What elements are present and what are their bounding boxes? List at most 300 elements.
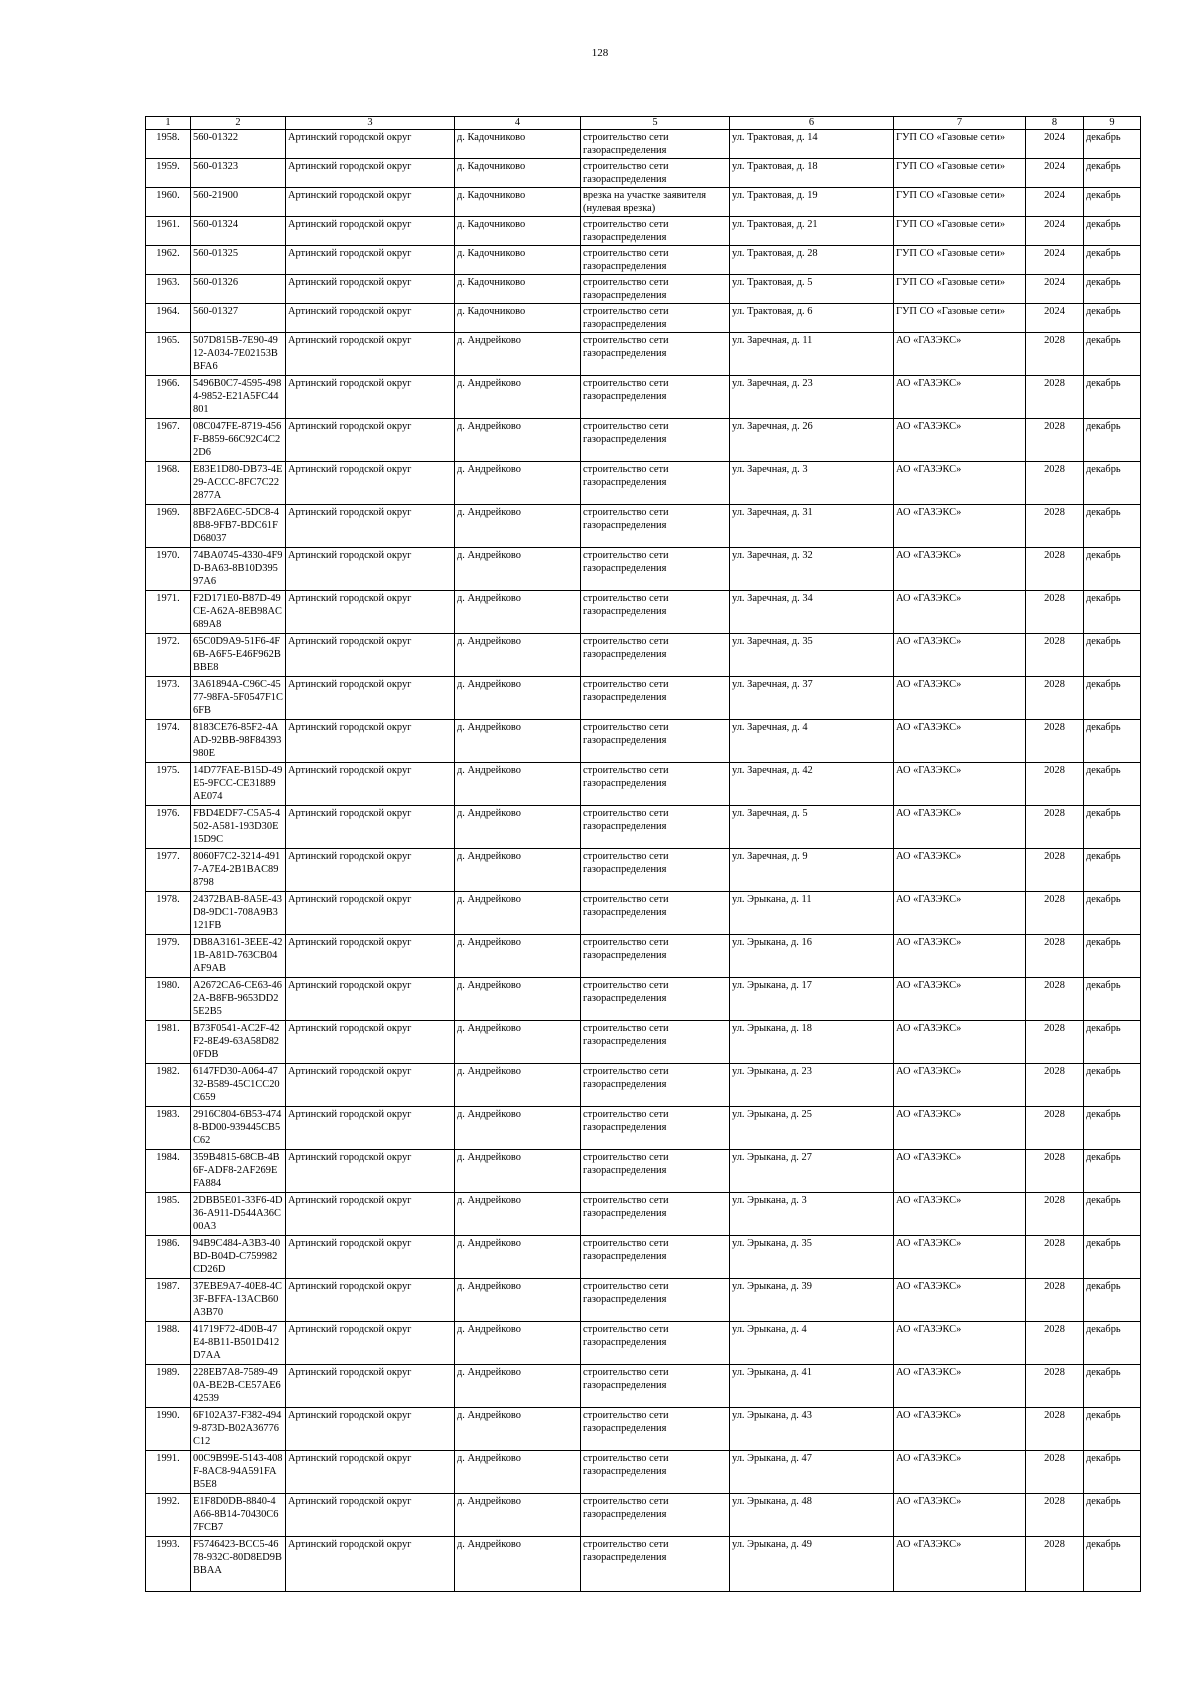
cell-month: декабрь	[1084, 1279, 1141, 1322]
cell-year: 2024	[1026, 246, 1084, 275]
cell-row-number: 1959.	[146, 159, 191, 188]
table-header	[146, 117, 1141, 130]
cell-row-number: 1987.	[146, 1279, 191, 1322]
cell-year: 2028	[1026, 419, 1084, 462]
cell-object-id: 37EBE9A7-40E8-4C3F-BFFA-13ACB60A3B70	[191, 1279, 286, 1322]
cell-row-number: 1979.	[146, 935, 191, 978]
table-row	[146, 1451, 1141, 1494]
cell-operator: АО «ГАЗЭКС»	[894, 462, 1026, 505]
column-number: 2	[191, 117, 286, 130]
column-number-row	[146, 117, 1141, 130]
cell-month: декабрь	[1084, 677, 1141, 720]
cell-address: ул. Эрыкана, д. 43	[730, 1408, 894, 1451]
cell-work-type: строительство сети газораспределения	[581, 548, 730, 591]
cell-object-id: 3A61894A-C96C-4577-98FA-5F0547F1C6FB	[191, 677, 286, 720]
cell-work-type: строительство сети газораспределения	[581, 1064, 730, 1107]
cell-year: 2028	[1026, 1494, 1084, 1537]
cell-row-number: 1969.	[146, 505, 191, 548]
table-row	[146, 1322, 1141, 1365]
cell-municipality: Артинский городской округ	[286, 849, 455, 892]
cell-work-type: строительство сети газораспределения	[581, 304, 730, 333]
cell-row-number: 1992.	[146, 1494, 191, 1537]
cell-month: декабрь	[1084, 1408, 1141, 1451]
cell-settlement: д. Андрейково	[455, 978, 581, 1021]
cell-month: декабрь	[1084, 304, 1141, 333]
cell-object-id: 41719F72-4D0B-47E4-8B11-B501D412D7AA	[191, 1322, 286, 1365]
cell-settlement: д. Андрейково	[455, 548, 581, 591]
cell-month: декабрь	[1084, 591, 1141, 634]
column-number: 7	[894, 117, 1026, 130]
cell-month: декабрь	[1084, 419, 1141, 462]
cell-operator: ГУП СО «Газовые сети»	[894, 246, 1026, 275]
table-row	[146, 849, 1141, 892]
cell-operator: АО «ГАЗЭКС»	[894, 1107, 1026, 1150]
cell-object-id: A2672CA6-CE63-462A-B8FB-9653DD25E2B5	[191, 978, 286, 1021]
cell-address: ул. Эрыкана, д. 49	[730, 1537, 894, 1592]
table-row	[146, 1107, 1141, 1150]
cell-settlement: д. Кадочниково	[455, 159, 581, 188]
cell-work-type: строительство сети газораспределения	[581, 763, 730, 806]
cell-operator: ГУП СО «Газовые сети»	[894, 217, 1026, 246]
cell-work-type: строительство сети газораспределения	[581, 1322, 730, 1365]
cell-month: декабрь	[1084, 1451, 1141, 1494]
cell-year: 2028	[1026, 935, 1084, 978]
cell-municipality: Артинский городской округ	[286, 1236, 455, 1279]
column-number: 6	[730, 117, 894, 130]
cell-municipality: Артинский городской округ	[286, 677, 455, 720]
table-row	[146, 275, 1141, 304]
cell-month: декабрь	[1084, 217, 1141, 246]
cell-work-type: строительство сети газораспределения	[581, 978, 730, 1021]
cell-object-id: 8060F7C2-3214-4917-A7E4-2B1BAC898798	[191, 849, 286, 892]
cell-row-number: 1982.	[146, 1064, 191, 1107]
cell-operator: АО «ГАЗЭКС»	[894, 634, 1026, 677]
cell-work-type: врезка на участке заявителя (нулевая врезка)	[581, 188, 730, 217]
table-row	[146, 376, 1141, 419]
cell-operator: АО «ГАЗЭКС»	[894, 849, 1026, 892]
cell-year: 2028	[1026, 462, 1084, 505]
cell-address: ул. Эрыкана, д. 17	[730, 978, 894, 1021]
cell-row-number: 1967.	[146, 419, 191, 462]
cell-year: 2024	[1026, 159, 1084, 188]
table-row	[146, 159, 1141, 188]
cell-object-id: 560-21900	[191, 188, 286, 217]
cell-municipality: Артинский городской округ	[286, 978, 455, 1021]
cell-year: 2028	[1026, 720, 1084, 763]
table-row	[146, 1021, 1141, 1064]
cell-settlement: д. Андрейково	[455, 1322, 581, 1365]
cell-settlement: д. Андрейково	[455, 591, 581, 634]
table-row	[146, 978, 1141, 1021]
table-row	[146, 1537, 1141, 1592]
cell-object-id: 24372BAB-8A5E-43D8-9DC1-708A9B3121FB	[191, 892, 286, 935]
table-row	[146, 548, 1141, 591]
cell-month: декабрь	[1084, 462, 1141, 505]
cell-address: ул. Заречная, д. 11	[730, 333, 894, 376]
cell-row-number: 1973.	[146, 677, 191, 720]
cell-address: ул. Эрыкана, д. 39	[730, 1279, 894, 1322]
cell-address: ул. Заречная, д. 37	[730, 677, 894, 720]
table-row	[146, 1494, 1141, 1537]
cell-operator: АО «ГАЗЭКС»	[894, 1451, 1026, 1494]
cell-settlement: д. Кадочниково	[455, 304, 581, 333]
column-number: 8	[1026, 117, 1084, 130]
cell-work-type: строительство сети газораспределения	[581, 892, 730, 935]
cell-settlement: д. Андрейково	[455, 1494, 581, 1537]
cell-month: декабрь	[1084, 376, 1141, 419]
cell-operator: АО «ГАЗЭКС»	[894, 806, 1026, 849]
cell-municipality: Артинский городской округ	[286, 462, 455, 505]
cell-settlement: д. Андрейково	[455, 806, 581, 849]
cell-settlement: д. Андрейково	[455, 1064, 581, 1107]
cell-operator: АО «ГАЗЭКС»	[894, 1064, 1026, 1107]
table-row	[146, 217, 1141, 246]
cell-address: ул. Трактовая, д. 21	[730, 217, 894, 246]
cell-year: 2028	[1026, 591, 1084, 634]
cell-address: ул. Трактовая, д. 5	[730, 275, 894, 304]
cell-object-id: 560-01324	[191, 217, 286, 246]
cell-year: 2028	[1026, 763, 1084, 806]
table-row	[146, 130, 1141, 159]
cell-address: ул. Заречная, д. 34	[730, 591, 894, 634]
cell-settlement: д. Андрейково	[455, 849, 581, 892]
cell-municipality: Артинский городской округ	[286, 275, 455, 304]
cell-work-type: строительство сети газораспределения	[581, 1537, 730, 1592]
cell-object-id: 08C047FE-8719-456F-B859-66C92C4C22D6	[191, 419, 286, 462]
cell-row-number: 1985.	[146, 1193, 191, 1236]
cell-object-id: B73F0541-AC2F-42F2-8E49-63A58D820FDB	[191, 1021, 286, 1064]
cell-month: декабрь	[1084, 246, 1141, 275]
cell-address: ул. Заречная, д. 9	[730, 849, 894, 892]
cell-year: 2028	[1026, 849, 1084, 892]
cell-address: ул. Эрыкана, д. 47	[730, 1451, 894, 1494]
cell-object-id: 359B4815-68CB-4B6F-ADF8-2AF269EFA884	[191, 1150, 286, 1193]
cell-object-id: 65C0D9A9-51F6-4F6B-A6F5-E46F962BBBE8	[191, 634, 286, 677]
cell-month: декабрь	[1084, 720, 1141, 763]
cell-row-number: 1978.	[146, 892, 191, 935]
cell-month: декабрь	[1084, 333, 1141, 376]
table-row	[146, 1408, 1141, 1451]
cell-address: ул. Эрыкана, д. 23	[730, 1064, 894, 1107]
cell-settlement: д. Андрейково	[455, 1107, 581, 1150]
cell-work-type: строительство сети газораспределения	[581, 1107, 730, 1150]
cell-municipality: Артинский городской округ	[286, 304, 455, 333]
cell-year: 2028	[1026, 548, 1084, 591]
cell-settlement: д. Андрейково	[455, 1365, 581, 1408]
cell-municipality: Артинский городской округ	[286, 548, 455, 591]
cell-object-id: 5496B0C7-4595-4984-9852-E21A5FC44801	[191, 376, 286, 419]
cell-object-id: 14D77FAE-B15D-49E5-9FCC-CE31889AE074	[191, 763, 286, 806]
cell-work-type: строительство сети газораспределения	[581, 634, 730, 677]
cell-address: ул. Эрыкана, д. 25	[730, 1107, 894, 1150]
cell-work-type: строительство сети газораспределения	[581, 376, 730, 419]
cell-operator: АО «ГАЗЭКС»	[894, 548, 1026, 591]
cell-year: 2028	[1026, 1150, 1084, 1193]
cell-year: 2028	[1026, 1193, 1084, 1236]
cell-municipality: Артинский городской округ	[286, 1279, 455, 1322]
cell-municipality: Артинский городской округ	[286, 720, 455, 763]
cell-address: ул. Заречная, д. 4	[730, 720, 894, 763]
cell-object-id: 2DBB5E01-33F6-4D36-A911-D544A36C00A3	[191, 1193, 286, 1236]
cell-operator: АО «ГАЗЭКС»	[894, 1408, 1026, 1451]
cell-month: декабрь	[1084, 763, 1141, 806]
cell-address: ул. Эрыкана, д. 18	[730, 1021, 894, 1064]
cell-operator: ГУП СО «Газовые сети»	[894, 188, 1026, 217]
cell-address: ул. Трактовая, д. 6	[730, 304, 894, 333]
cell-month: декабрь	[1084, 1064, 1141, 1107]
cell-municipality: Артинский городской округ	[286, 1021, 455, 1064]
cell-address: ул. Заречная, д. 5	[730, 806, 894, 849]
cell-object-id: 2916C804-6B53-4748-BD00-939445CB5C62	[191, 1107, 286, 1150]
cell-year: 2024	[1026, 304, 1084, 333]
cell-settlement: д. Андрейково	[455, 677, 581, 720]
cell-municipality: Артинский городской округ	[286, 935, 455, 978]
cell-year: 2028	[1026, 1451, 1084, 1494]
table-row	[146, 720, 1141, 763]
cell-object-id: 560-01325	[191, 246, 286, 275]
cell-municipality: Артинский городской округ	[286, 763, 455, 806]
cell-settlement: д. Андрейково	[455, 720, 581, 763]
cell-row-number: 1981.	[146, 1021, 191, 1064]
cell-operator: ГУП СО «Газовые сети»	[894, 130, 1026, 159]
cell-year: 2028	[1026, 333, 1084, 376]
cell-object-id: F2D171E0-B87D-49CE-A62A-8EB98AC689A8	[191, 591, 286, 634]
cell-settlement: д. Андрейково	[455, 419, 581, 462]
cell-object-id: 00C9B99E-5143-408F-8AC8-94A591FAB5E8	[191, 1451, 286, 1494]
cell-object-id: 228EB7A8-7589-490A-BE2B-CE57AE642539	[191, 1365, 286, 1408]
cell-work-type: строительство сети газораспределения	[581, 1279, 730, 1322]
cell-row-number: 1970.	[146, 548, 191, 591]
cell-municipality: Артинский городской округ	[286, 1365, 455, 1408]
cell-operator: АО «ГАЗЭКС»	[894, 419, 1026, 462]
cell-row-number: 1962.	[146, 246, 191, 275]
cell-work-type: строительство сети газораспределения	[581, 1193, 730, 1236]
cell-month: декабрь	[1084, 188, 1141, 217]
cell-object-id: 6F102A37-F382-4949-873D-B02A36776C12	[191, 1408, 286, 1451]
cell-year: 2028	[1026, 1408, 1084, 1451]
cell-municipality: Артинский городской округ	[286, 1537, 455, 1592]
cell-operator: АО «ГАЗЭКС»	[894, 1021, 1026, 1064]
cell-month: декабрь	[1084, 1365, 1141, 1408]
cell-settlement: д. Кадочниково	[455, 130, 581, 159]
cell-year: 2028	[1026, 1107, 1084, 1150]
cell-object-id: E1F8D0DB-8840-4A66-8B14-70430C67FCB7	[191, 1494, 286, 1537]
cell-settlement: д. Андрейково	[455, 333, 581, 376]
cell-address: ул. Заречная, д. 31	[730, 505, 894, 548]
cell-settlement: д. Андрейково	[455, 1193, 581, 1236]
table-row	[146, 935, 1141, 978]
table-row	[146, 634, 1141, 677]
column-number: 4	[455, 117, 581, 130]
cell-object-id: 560-01327	[191, 304, 286, 333]
cell-municipality: Артинский городской округ	[286, 419, 455, 462]
cell-settlement: д. Андрейково	[455, 634, 581, 677]
table-row	[146, 1236, 1141, 1279]
table-row	[146, 591, 1141, 634]
cell-month: декабрь	[1084, 892, 1141, 935]
cell-settlement: д. Андрейково	[455, 1279, 581, 1322]
cell-operator: АО «ГАЗЭКС»	[894, 505, 1026, 548]
cell-address: ул. Эрыкана, д. 27	[730, 1150, 894, 1193]
cell-operator: АО «ГАЗЭКС»	[894, 978, 1026, 1021]
cell-row-number: 1980.	[146, 978, 191, 1021]
cell-row-number: 1989.	[146, 1365, 191, 1408]
cell-municipality: Артинский городской округ	[286, 159, 455, 188]
cell-year: 2024	[1026, 188, 1084, 217]
cell-work-type: строительство сети газораспределения	[581, 217, 730, 246]
cell-settlement: д. Андрейково	[455, 763, 581, 806]
cell-row-number: 1977.	[146, 849, 191, 892]
cell-settlement: д. Андрейково	[455, 1537, 581, 1592]
cell-operator: АО «ГАЗЭКС»	[894, 1193, 1026, 1236]
cell-row-number: 1972.	[146, 634, 191, 677]
cell-month: декабрь	[1084, 275, 1141, 304]
cell-settlement: д. Андрейково	[455, 376, 581, 419]
cell-settlement: д. Андрейково	[455, 1150, 581, 1193]
cell-row-number: 1966.	[146, 376, 191, 419]
column-number: 3	[286, 117, 455, 130]
cell-work-type: строительство сети газораспределения	[581, 1494, 730, 1537]
cell-month: декабрь	[1084, 978, 1141, 1021]
cell-work-type: строительство сети газораспределения	[581, 806, 730, 849]
cell-month: декабрь	[1084, 1537, 1141, 1592]
cell-row-number: 1976.	[146, 806, 191, 849]
cell-municipality: Артинский городской округ	[286, 634, 455, 677]
table-row	[146, 763, 1141, 806]
cell-object-id: 560-01326	[191, 275, 286, 304]
cell-work-type: строительство сети газораспределения	[581, 1365, 730, 1408]
cell-work-type: строительство сети газораспределения	[581, 275, 730, 304]
cell-municipality: Артинский городской округ	[286, 505, 455, 548]
cell-row-number: 1983.	[146, 1107, 191, 1150]
cell-month: декабрь	[1084, 806, 1141, 849]
cell-row-number: 1988.	[146, 1322, 191, 1365]
cell-year: 2028	[1026, 1021, 1084, 1064]
column-number: 1	[146, 117, 191, 130]
cell-row-number: 1963.	[146, 275, 191, 304]
cell-address: ул. Эрыкана, д. 41	[730, 1365, 894, 1408]
cell-month: декабрь	[1084, 1193, 1141, 1236]
cell-year: 2024	[1026, 217, 1084, 246]
cell-operator: АО «ГАЗЭКС»	[894, 720, 1026, 763]
cell-work-type: строительство сети газораспределения	[581, 462, 730, 505]
cell-settlement: д. Андрейково	[455, 505, 581, 548]
cell-work-type: строительство сети газораспределения	[581, 505, 730, 548]
cell-work-type: строительство сети газораспределения	[581, 130, 730, 159]
cell-work-type: строительство сети газораспределения	[581, 1451, 730, 1494]
cell-municipality: Артинский городской округ	[286, 217, 455, 246]
cell-operator: АО «ГАЗЭКС»	[894, 591, 1026, 634]
cell-operator: АО «ГАЗЭКС»	[894, 935, 1026, 978]
cell-address: ул. Эрыкана, д. 3	[730, 1193, 894, 1236]
cell-address: ул. Эрыкана, д. 4	[730, 1322, 894, 1365]
table-row	[146, 1365, 1141, 1408]
cell-address: ул. Заречная, д. 3	[730, 462, 894, 505]
table-row	[146, 246, 1141, 275]
cell-municipality: Артинский городской округ	[286, 1451, 455, 1494]
table-row	[146, 462, 1141, 505]
cell-settlement: д. Кадочниково	[455, 217, 581, 246]
cell-year: 2028	[1026, 505, 1084, 548]
cell-object-id: F5746423-BCC5-4678-932C-80D8ED9BBBAA	[191, 1537, 286, 1592]
cell-operator: ГУП СО «Газовые сети»	[894, 275, 1026, 304]
cell-object-id: 74BA0745-4330-4F9D-BA63-8B10D39597A6	[191, 548, 286, 591]
cell-municipality: Артинский городской округ	[286, 892, 455, 935]
cell-year: 2028	[1026, 1322, 1084, 1365]
cell-object-id: 6147FD30-A064-4732-B589-45C1CC20C659	[191, 1064, 286, 1107]
cell-address: ул. Заречная, д. 23	[730, 376, 894, 419]
cell-municipality: Артинский городской округ	[286, 1408, 455, 1451]
cell-row-number: 1986.	[146, 1236, 191, 1279]
table-row	[146, 505, 1141, 548]
table-row	[146, 677, 1141, 720]
cell-month: декабрь	[1084, 849, 1141, 892]
cell-month: декабрь	[1084, 634, 1141, 677]
cell-year: 2028	[1026, 1064, 1084, 1107]
cell-operator: АО «ГАЗЭКС»	[894, 677, 1026, 720]
cell-municipality: Артинский городской округ	[286, 376, 455, 419]
cell-month: декабрь	[1084, 1236, 1141, 1279]
cell-row-number: 1974.	[146, 720, 191, 763]
cell-row-number: 1960.	[146, 188, 191, 217]
cell-address: ул. Трактовая, д. 14	[730, 130, 894, 159]
cell-operator: АО «ГАЗЭКС»	[894, 1236, 1026, 1279]
cell-municipality: Артинский городской округ	[286, 130, 455, 159]
cell-settlement: д. Андрейково	[455, 1451, 581, 1494]
cell-work-type: строительство сети газораспределения	[581, 333, 730, 376]
cell-object-id: FBD4EDF7-C5A5-4502-A581-193D30E15D9C	[191, 806, 286, 849]
table-row	[146, 1150, 1141, 1193]
cell-month: декабрь	[1084, 159, 1141, 188]
cell-municipality: Артинский городской округ	[286, 1150, 455, 1193]
page-number: 128	[591, 47, 609, 59]
cell-object-id: E83E1D80-DB73-4E29-ACCC-8FC7C222877A	[191, 462, 286, 505]
cell-year: 2028	[1026, 634, 1084, 677]
cell-settlement: д. Кадочниково	[455, 188, 581, 217]
cell-municipality: Артинский городской округ	[286, 188, 455, 217]
table-row	[146, 419, 1141, 462]
cell-object-id: 8BF2A6EC-5DC8-48B8-9FB7-BDC61FD68037	[191, 505, 286, 548]
cell-settlement: д. Андрейково	[455, 1408, 581, 1451]
cell-address: ул. Трактовая, д. 18	[730, 159, 894, 188]
cell-municipality: Артинский городской округ	[286, 591, 455, 634]
cell-row-number: 1993.	[146, 1537, 191, 1592]
cell-settlement: д. Кадочниково	[455, 275, 581, 304]
cell-object-id: 8183CE76-85F2-4AAD-92BB-98F84393980E	[191, 720, 286, 763]
cell-work-type: строительство сети газораспределения	[581, 591, 730, 634]
cell-settlement: д. Андрейково	[455, 892, 581, 935]
cell-year: 2028	[1026, 677, 1084, 720]
cell-month: декабрь	[1084, 1021, 1141, 1064]
cell-row-number: 1964.	[146, 304, 191, 333]
cell-month: декабрь	[1084, 1150, 1141, 1193]
registry-table	[145, 116, 1141, 1592]
cell-row-number: 1971.	[146, 591, 191, 634]
cell-work-type: строительство сети газораспределения	[581, 1408, 730, 1451]
cell-address: ул. Трактовая, д. 28	[730, 246, 894, 275]
cell-operator: АО «ГАЗЭКС»	[894, 1279, 1026, 1322]
cell-operator: АО «ГАЗЭКС»	[894, 1365, 1026, 1408]
cell-object-id: 94B9C484-A3B3-40BD-B04D-C759982CD26D	[191, 1236, 286, 1279]
cell-operator: АО «ГАЗЭКС»	[894, 1322, 1026, 1365]
cell-row-number: 1958.	[146, 130, 191, 159]
cell-address: ул. Заречная, д. 26	[730, 419, 894, 462]
table-row	[146, 892, 1141, 935]
cell-municipality: Артинский городской округ	[286, 1107, 455, 1150]
cell-object-id: 560-01323	[191, 159, 286, 188]
cell-operator: АО «ГАЗЭКС»	[894, 376, 1026, 419]
table-body	[146, 130, 1141, 1592]
